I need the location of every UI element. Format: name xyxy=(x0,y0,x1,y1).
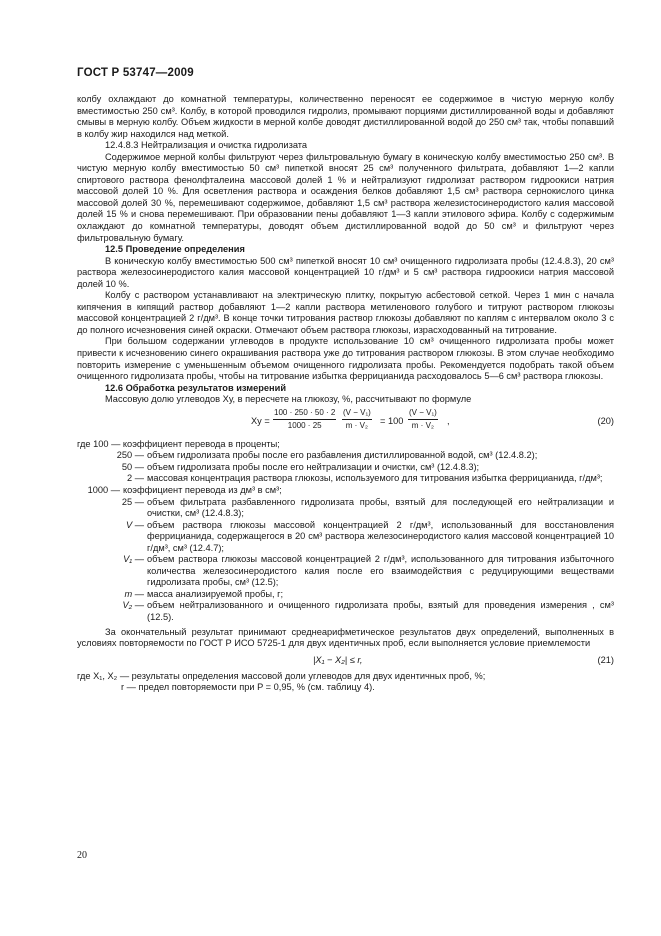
numerator: (V − V₁) xyxy=(342,408,372,420)
section-title: 12.5 Проведение определения xyxy=(105,244,245,255)
where-key: 250 — xyxy=(116,450,144,461)
paragraph: В коническую колбу вместимостью 500 см³ пипеткой вносят 10 см³ очищенного гидролизата пробы (12.4.8.3), 20 см³ раствора железосинеродистого калия массовой концентрацией 10 г/дм³ и 5 см³ раствора гидроокиси натрия массовой долей 10 %. xyxy=(77,255,614,289)
where-key: 2 — xyxy=(127,473,144,484)
where-value: объем фильтрата разбавленного гидролизата пробы, взятый для последующей его нейтрализации и очистки, см³ (12.4.8.3); xyxy=(147,496,614,519)
where-key: 1000 — xyxy=(87,484,120,495)
where-key: V₂ — xyxy=(122,600,144,611)
where-value: масса анализируемой пробы, г; xyxy=(147,588,284,599)
paragraph: Содержимое мерной колбы фильтруют через фильтровальную бумагу в коническую колбу вместимостью 250 см³. В чистую мерную колбу вместимостью 50 см³ пипеткой вносят 25 см³ полученного фильтрата, добавляют 1—2 капли спиртового раствора фенолфталеина массовой долей 1 % и нейтрализуют гидролизат раствором гидроокиси натрия массовой долей 10 %. Для осветления раствора и осаждения белков добавляют 1,5 см³ раствора сернокислого цинка массовой долей 30 %, перемешивают содержимое, добавляют 1,5 см³ раствора железистосинеродистого калия массовой долей 15 % и снова перемешивают. При образовании пены добавляют 1—3 капли этилового эфира. Колбу с содержимым охлаждают до комнатной температуры, доводят объем дистиллированной водой до 50 см³ и фильтруют через фильтровальную бумагу. xyxy=(77,151,614,243)
where-item xyxy=(77,485,614,497)
where-key: V — xyxy=(126,519,144,530)
paragraph: При большом содержании углеводов в продукте использование 10 см³ очищенного гидролизата пробы может привести к исчезновению синего окрашивания раствора уже до титрования раствором глюкозы. В этом случае необходимо повторить измерение с уменьшенным объемом очищенного гидролизата пробы. Рекомендуется подобрать такой объем очищенного гидролизата пробы, чтобы на титрование избытка феррицианида расходовалось 5—6 см³ раствора глюкозы. xyxy=(77,336,614,382)
section-title: 12.6 Обработка результатов измерений xyxy=(105,382,287,393)
where-item xyxy=(77,473,614,485)
where-key: m — xyxy=(124,588,144,599)
page-number: 20 xyxy=(77,850,87,861)
where-item xyxy=(77,520,614,555)
where-key: V₁ — xyxy=(123,554,144,565)
where-item xyxy=(77,450,614,462)
equation-mid: = 100 xyxy=(380,415,404,426)
paragraph: За окончательный результат принимают среднеарифметическое результатов двух определений, выполненных в условиях повторяемости по ГОСТ Р ИСО 5725-1 для двух идентичных проб, если выполняется условие приемлемости xyxy=(77,626,614,649)
fraction xyxy=(273,408,336,431)
where-value: объем раствора глюкозы массовой концентрацией 2 г/дм³, использованного для титрования избыточного количества железосинеродистого калия после его взаимодействия с редуцирующими веществами гидролизата пробы, см³ (12.5); xyxy=(147,554,614,588)
where-intro: где 100 — коэффициент перевода в проценты; xyxy=(77,438,280,449)
equation-20 xyxy=(77,407,614,437)
where-key: 50 — xyxy=(121,461,144,472)
equation-number: (21) xyxy=(597,654,614,665)
equation-tail: , xyxy=(447,415,450,426)
where-value: объем раствора глюкозы массовой концентрацией 2 г/дм³, использованный для восстановления феррицианида, содержащегося в 20 см³ раствора железосинеродистого калия массовой концентрацией 10 г/дм³, см³ (12.4.7); xyxy=(147,519,614,553)
subsection-heading: 12.4.8.3 Нейтрализация и очистка гидролизата xyxy=(105,140,308,151)
where-value: объем гидролизата пробы после его нейтрализации и очистки, см³ (12.4.8.3); xyxy=(147,461,480,472)
fraction xyxy=(342,408,372,431)
numerator: 100 · 250 · 50 · 2 xyxy=(273,408,336,420)
paragraph: Колбу с раствором устанавливают на электрическую плитку, покрытую асбестовой сеткой. Через 1 мин с начала кипячения в кипящий раствор добавляют 1—2 капли раствора метиленового голубого и титруют раствором глюкозы массовой концентрацией 2 г/дм³. В конце точки титрования раствор глюкозы добавляют по каплям с интервалом около 3 с до полного исчезновения синей окраски. Отмечают объем раствора глюкозы, израсходованный на титрование. xyxy=(77,290,614,335)
equation-21 xyxy=(77,652,614,670)
where-value: коэффициент перевода из дм³ в см³; xyxy=(123,484,282,495)
where-value: объем нейтрализованного и очищенного гидролизата пробы, взятый для проведения измерения , см³ (12.5). xyxy=(147,600,614,622)
where-value: массовая концентрация раствора глюкозы, используемого для титрования избытка феррицианида, г/дм³; xyxy=(147,473,603,484)
where-item xyxy=(77,554,614,589)
where-intro: где X₁, X₂ — результаты определения массовой доли углеводов для двух идентичных проб, %; xyxy=(77,670,486,681)
equation-expression: |X₁ − X₂| ≤ r, xyxy=(313,654,363,665)
paragraph: колбу охлаждают до комнатной температуры, количественно переносят ее содержимое в чистую мерную колбу вместимостью 250 см³. Колбу, в которой проводился гидролиз, промывают порциями дистиллированной воды и добавляют смывы в мерную колбу. Объем жидкости в мерной колбе доводят дистиллированной водой до 250 см³ так, чтобы попавший в колбу жир находился над меткой. xyxy=(77,94,614,139)
section-heading xyxy=(77,244,614,256)
where-value: объем гидролизата пробы после его разбавления дистиллированной водой, см³ (12.4.8.2); xyxy=(147,450,538,461)
where-key: 25 — xyxy=(121,496,144,507)
denominator: m · V₂ xyxy=(345,420,369,430)
where-item xyxy=(77,497,614,520)
section-heading xyxy=(77,383,614,395)
equation-lhs: Xу = xyxy=(251,415,270,426)
document-body xyxy=(77,94,614,694)
fraction xyxy=(408,408,438,431)
numerator: (V − V₁) xyxy=(408,408,438,420)
document-header: ГОСТ Р 53747—2009 xyxy=(77,67,194,79)
where-item xyxy=(77,589,614,601)
denominator: m · V₂ xyxy=(411,420,435,430)
paragraph: Массовую долю углеводов Xу, в пересчете на глюкозу, %, рассчитывают по формуле xyxy=(105,394,472,405)
where-list xyxy=(77,450,614,623)
where-item xyxy=(77,462,614,474)
denominator: 1000 · 25 xyxy=(287,420,322,430)
equation-number: (20) xyxy=(597,415,614,426)
where-item: r — предел повторяемости при P = 0,95, % (см. таблицу 4). xyxy=(121,682,375,693)
where-item xyxy=(77,600,614,623)
